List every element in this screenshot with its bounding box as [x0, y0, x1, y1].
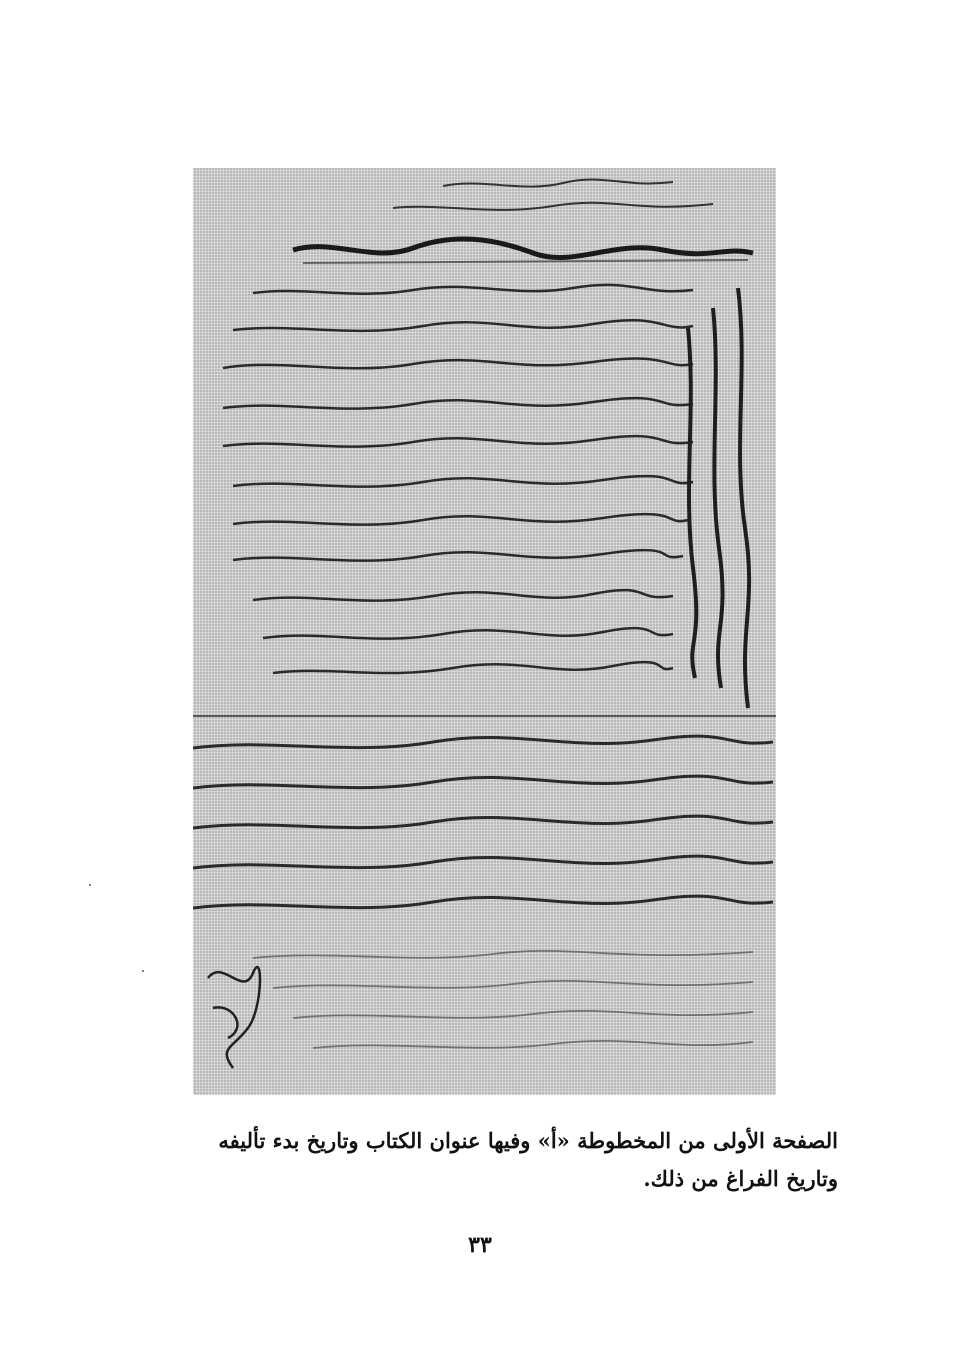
manuscript-image [193, 168, 776, 1095]
scan-speck [142, 970, 144, 972]
manuscript-handwriting [193, 168, 776, 1095]
caption-line-2: وتاريخ الفراغ من ذلك. [643, 1166, 838, 1191]
page-number: ٣٣ [468, 1232, 492, 1258]
caption-line-1: الصفحة الأولى من المخطوطة «أ» وفيها عنوان الكتاب وتاريخ بدء تأليفه [218, 1128, 838, 1153]
scan-speck [89, 884, 91, 886]
figure-caption [138, 1122, 838, 1198]
